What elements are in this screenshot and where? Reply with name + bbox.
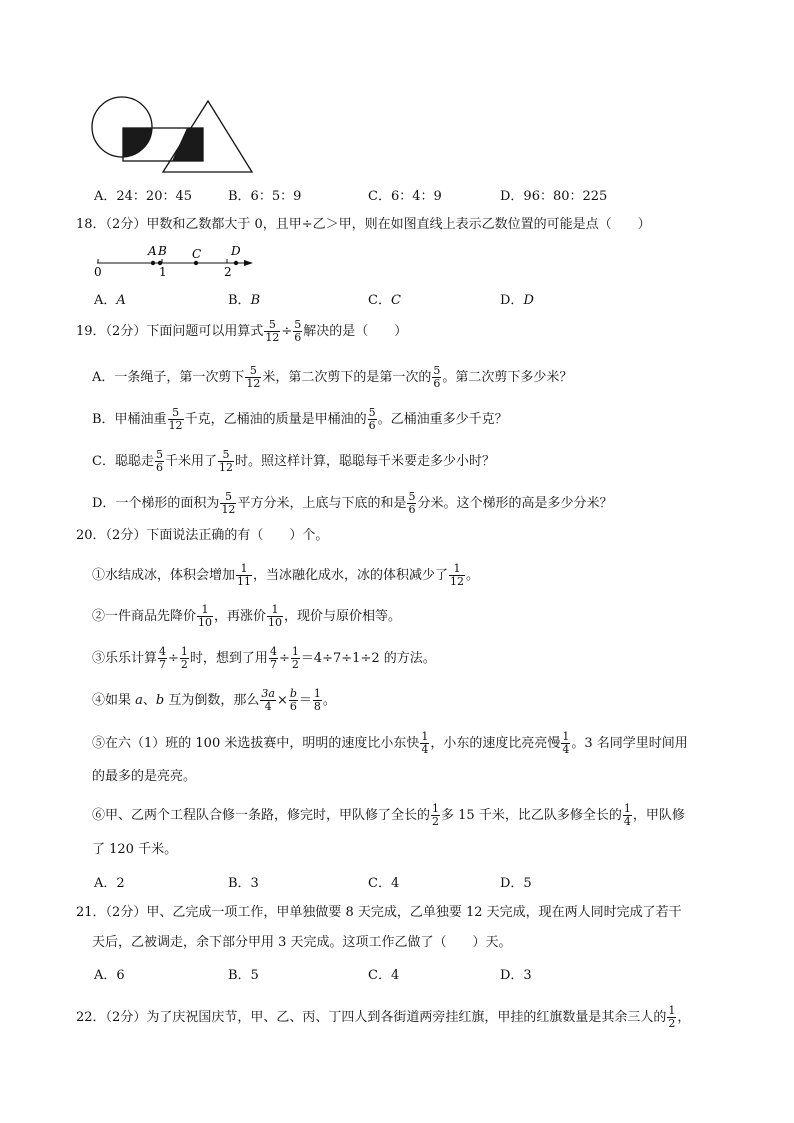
triangle-rect-overlap [172, 128, 203, 161]
q17-figure [90, 95, 260, 175]
q18-stem: 18．（2分）甲数和乙数都大于 0，且甲÷乙＞甲，则在如图直线上表示乙数位置的可能是点（ ） [76, 217, 651, 232]
q20-statement-2: ②一件商品先降价 $\frac{1}{10}$ ，再涨价 $\frac{1}{10}$ ，现价与原价相等。 [92, 603, 402, 629]
q21-stem-line-1: 21．（2分）甲、乙完成一项工作，甲单独做要 8 天完成，乙单独要 12 天完成，现在两人同时完成了若干 [76, 905, 682, 920]
q21-option-c[interactable]: C．4 [368, 968, 400, 983]
q20-stem: 20．（2分）下面说法正确的有（ ）个。 [76, 528, 329, 543]
tick-2-label: 2 [224, 265, 232, 279]
q20-option-c[interactable]: C．4 [368, 876, 400, 891]
q20-statement-1: ①水结成冰，体积会增加 $\frac{1}{11}$ ，当冰融化成水，冰的体积减少了 $\frac{1}{12}$ 。 [92, 562, 480, 588]
q20-option-a[interactable]: A．2 [94, 876, 125, 891]
tick-0-label: 0 [94, 265, 102, 279]
q17-option-b[interactable]: B．6：5：9 [228, 189, 302, 204]
q20-statement-4: ④如果 a、b 互为倒数，那么 $\frac{3a}{4}$ × $\frac{b}{6}$ ＝ $\frac{1}{8}$ 。 [92, 687, 336, 713]
q19-option-c[interactable]: C．聪聪走 $\frac{5}{6}$ 千米用了 $\frac{5}{12}$ 时。照这样计算，聪聪每千米要走多少小时？ [92, 448, 495, 474]
q20-statement-5-cont: 的最多的是亮亮。 [92, 769, 197, 784]
point-a-label: A [148, 244, 157, 258]
q20-statement-5: ⑤在六（1）班的 100 米选拔赛中，明明的速度比小东快 $\frac{1}{4}$ ，小东的速度比亮亮慢 $\frac{1}{4}$ 。3 名同学里时间用 [92, 730, 688, 756]
q19-stem: 19．（2分）下面问题可以用算式 $\frac{5}{12}$ ÷ $\frac{5}{6}$ 解决的是（ ） [76, 318, 408, 344]
tick-1-label: 1 [159, 265, 167, 279]
q17-option-a[interactable]: A．24：20：45 [94, 189, 193, 204]
q20-statement-3: ③乐乐计算 $\frac{4}{7}$ ÷ $\frac{1}{2}$ 时，想到了用 $\frac{4}{7}$ ÷ $\frac{1}{2}$ ＝4÷7÷1÷2 的方法。 [92, 645, 436, 671]
point-c-label: C [192, 247, 202, 261]
q20-option-d[interactable]: D．5 [500, 876, 532, 891]
q18-option-b[interactable]: B．B [228, 293, 261, 308]
q17-option-c[interactable]: C．6：4：9 [368, 189, 442, 204]
q19-option-a[interactable]: A．一条绳子，第一次剪下 $\frac{5}{12}$ 米，第二次剪下的是第一次的 $\frac{5}{6}$ 。第二次剪下多少米？ [92, 364, 573, 390]
q17-option-d[interactable]: D．96：80：225 [500, 189, 608, 204]
point-b-label: B [158, 244, 167, 258]
q19-option-b[interactable]: B．甲桶油重 $\frac{5}{12}$ 千克，乙桶油的质量是甲桶油的 $\frac{5}{6}$ 。乙桶油重多少千克？ [92, 406, 508, 432]
q18-option-c[interactable]: C．C [368, 293, 401, 308]
q21-option-b[interactable]: B．5 [228, 968, 259, 983]
q21-option-d[interactable]: D．3 [500, 968, 532, 983]
q22-stem: 22．（2分）为了庆祝国庆节，甲、乙、丙、丁四人到各街道两旁挂红旗，甲挂的红旗数量是其余三人的 $\frac{1}{2}$ ， [76, 1004, 691, 1030]
q20-statement-6-cont: 了 120 千米。 [92, 842, 178, 857]
q19-option-d[interactable]: D．一个梯形的面积为 $\frac{5}{12}$ 平方分米，上底与下底的和是 $\frac{5}{6}$ 分米。这个梯形的高是多少分米？ [92, 490, 613, 516]
q18-number-line [90, 240, 260, 280]
q21-option-a[interactable]: A．6 [94, 968, 125, 983]
q20-statement-6: ⑥甲、乙两个工程队合修一条路，修完时，甲队修了全长的 $\frac{1}{2}$ 多 15 千米，比乙队多修全长的 $\frac{1}{4}$ ，甲队修 [92, 802, 685, 828]
q18-option-a[interactable]: A．A [94, 293, 126, 308]
q18-option-d[interactable]: D．D [500, 293, 534, 308]
point-d-label: D [231, 244, 241, 258]
circle-rect-overlap [123, 128, 152, 157]
q20-option-b[interactable]: B．3 [228, 876, 259, 891]
q21-stem-line-2: 天后，乙被调走，余下部分甲用 3 天完成。这项工作乙做了（ ）天。 [92, 935, 512, 950]
